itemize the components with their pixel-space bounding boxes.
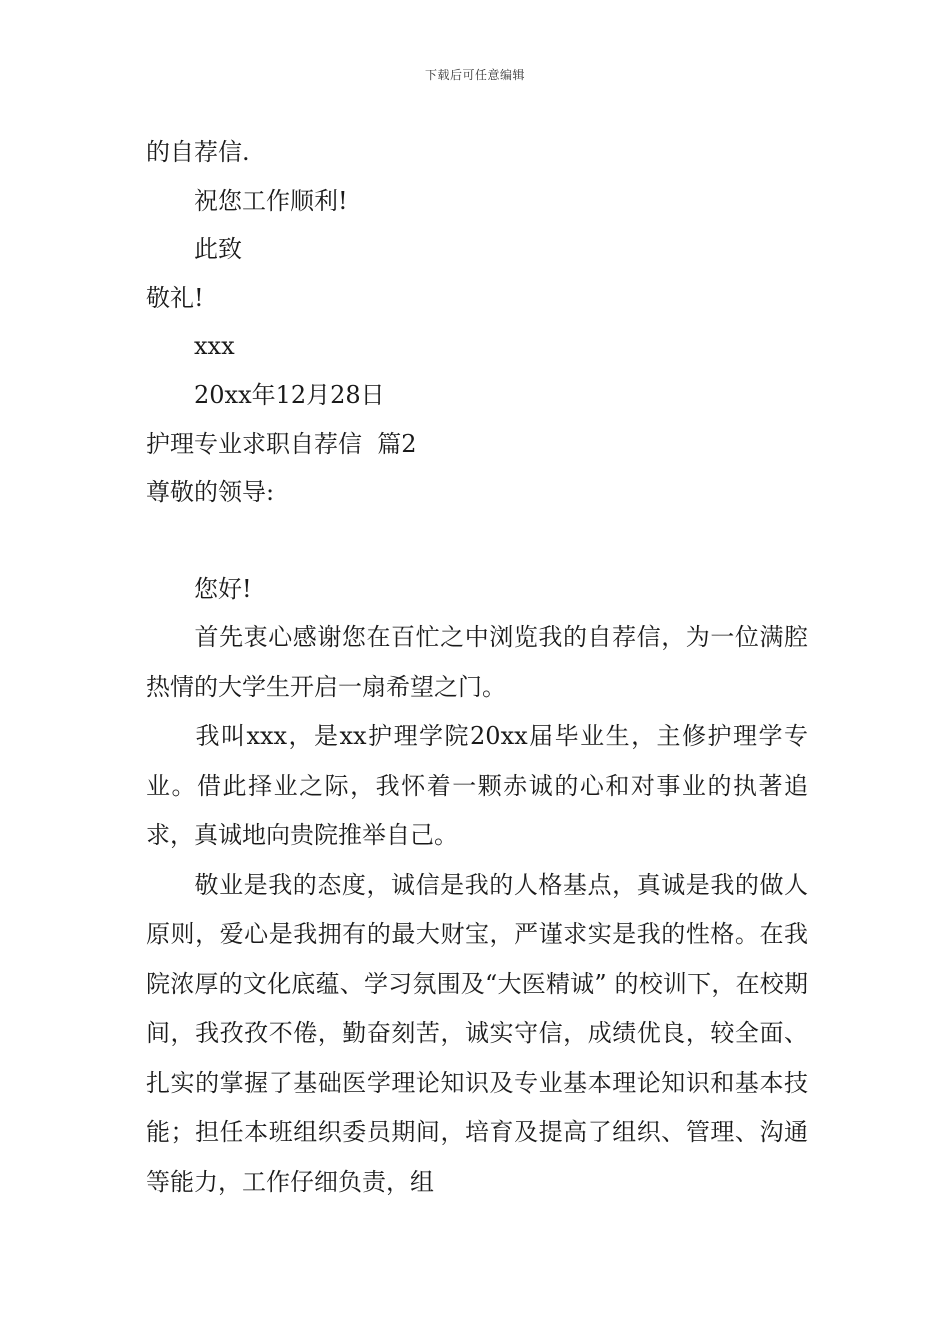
letter-date: 20xx年12月28日 — [194, 380, 385, 409]
paragraph — [146, 613, 808, 712]
salutation-jing-li: 敬礼! — [146, 283, 204, 312]
page-header: 下载后可任意编辑 — [424, 68, 525, 82]
closing-wish: 祝您工作顺利! — [194, 186, 348, 215]
paragraph — [146, 712, 808, 861]
section-title: 护理专业求职自荐信 篇2 — [146, 429, 417, 458]
salutation-ci-zhi: 此致 — [194, 235, 242, 264]
paragraph-text: 我叫xxx，是xx护理学院20xx届毕业生，主修护理学专业。借此择业之际，我怀着一颗赤诚的心和对事业的执著追求，真诚地向贵院推举自己。 — [146, 722, 808, 850]
signature: xxx — [194, 332, 235, 361]
paragraph-text: 敬业是我的态度，诚信是我的人格基点，真诚是我的做人原则，爱心是我拥有的最大财宝，严谨求实是我的性格。在我院浓厚的文化底蕴、学习氛围及“大医精诚” 的校训下，在校期间，我孜孜不倦，勤奋刻苦，诚实守信，成绩优良，较全面、扎实的掌握了基础医学理论知识及专业基本理论知识和基本技能；担任本班组织委员期间，培育及提高了组织、管理、沟通等能力，工作仔细负责，组 — [146, 870, 808, 1196]
blank-line — [146, 517, 808, 565]
greeting-hello: 您好! — [194, 574, 252, 603]
greeting-recipient: 尊敬的领导: — [146, 478, 275, 507]
paragraph — [146, 861, 808, 1208]
paragraph-text: 首先衷心感谢您在百忙之中浏览我的自荐信，为一位满腔热情的大学生开启一扇希望之门。 — [146, 623, 808, 701]
closing-fragment: 的自荐信. — [146, 138, 250, 166]
document-body — [146, 128, 808, 1207]
